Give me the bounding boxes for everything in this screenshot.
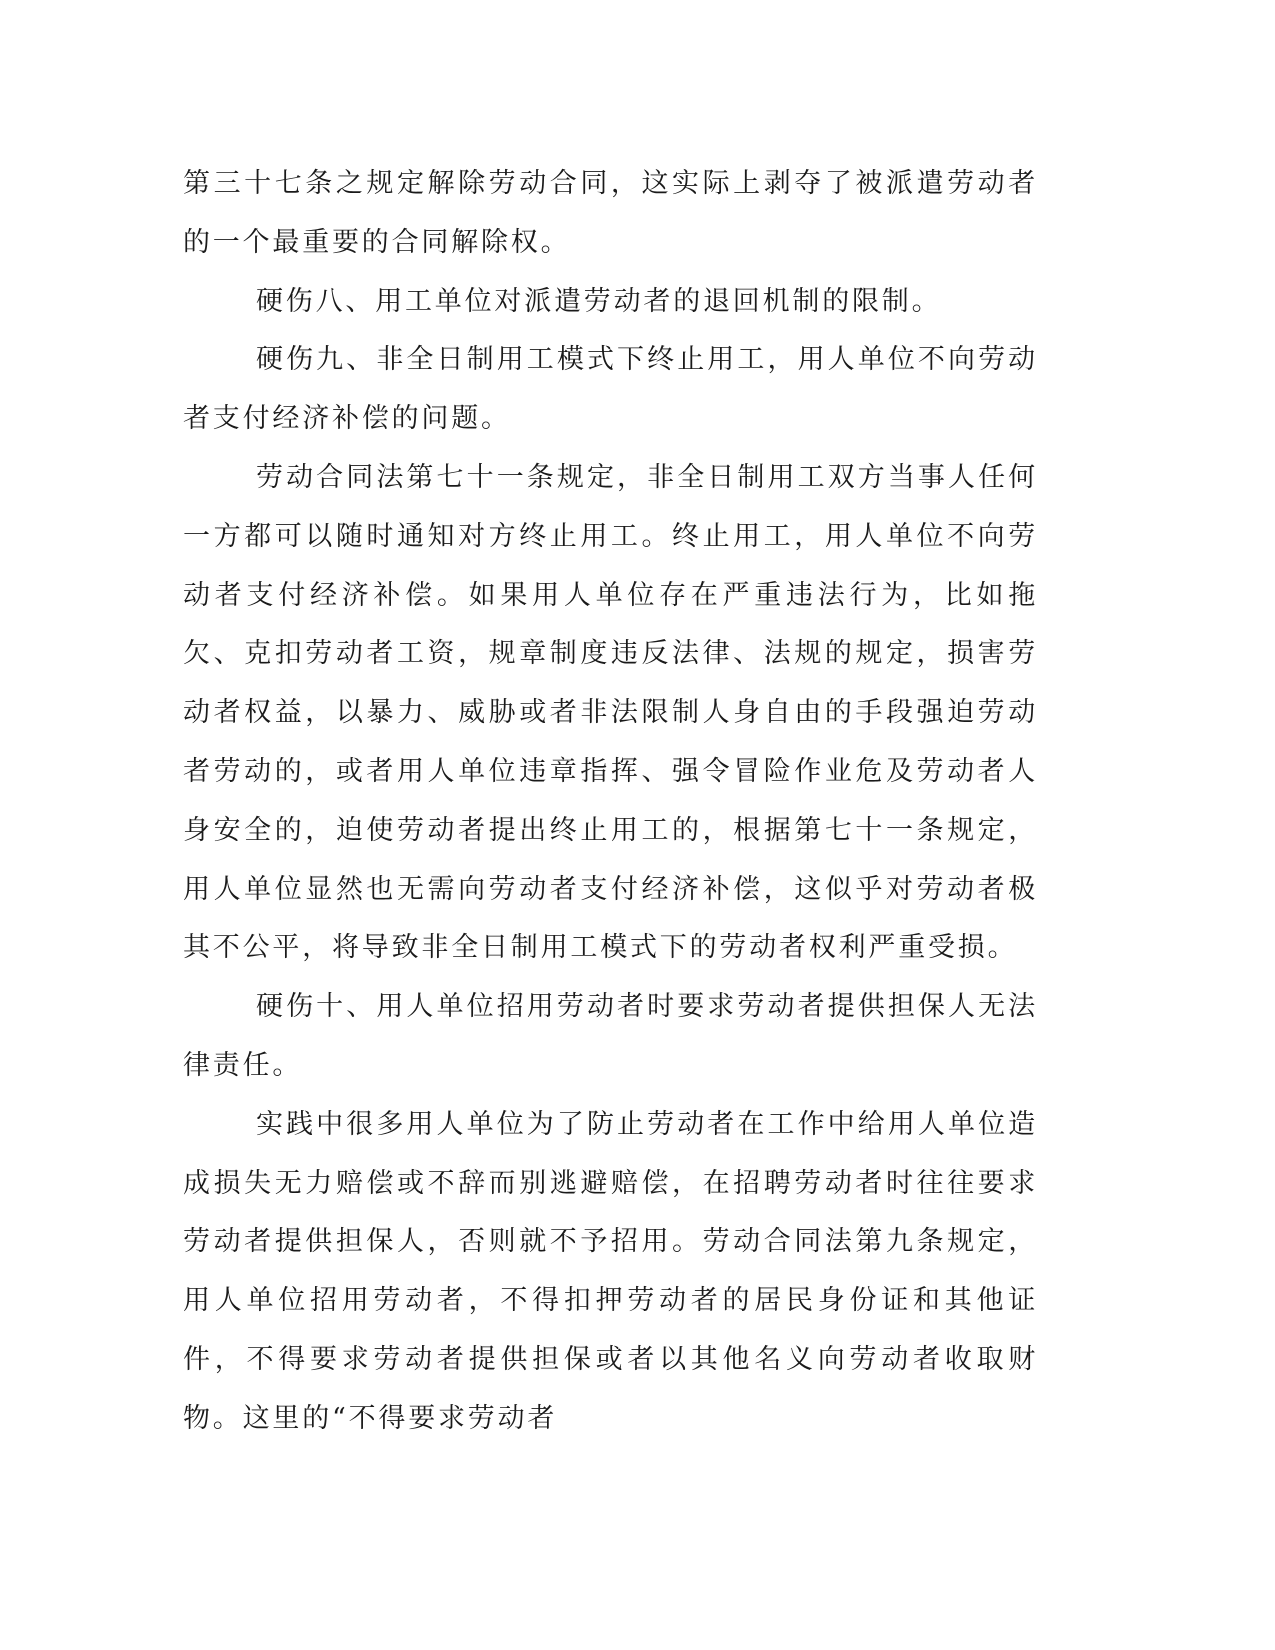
paragraph-4: 劳动合同法第七十一条规定，非全日制用工双方当事人任何一方都可以随时通知对方终止用工。终止用工，用人单位不向劳动者支付经济补偿。如果用人单位存在严重违法行为，比如拖欠、克扣劳动者工资，规章制度违反法律、法规的规定，损害劳动者权益，以暴力、威胁或者非法限制人身自由的手段强迫劳动者劳动的，或者用人单位违章指挥、强令冒险作业危及劳动者人身安全的，迫使劳动者提出终止用工的，根据第七十一条规定，用人单位显然也无需向劳动者支付经济补偿，这似乎对劳动者极其不公平，将导致非全日制用工模式下的劳动者权利严重受损。 bbox=[183, 461, 1038, 964]
paragraph-5: 硬伤十、用人单位招用劳动者时要求劳动者提供担保人无法律责任。 bbox=[183, 991, 1038, 1081]
paragraph-2: 硬伤八、用工单位对派遣劳动者的退回机制的限制。 bbox=[256, 285, 942, 317]
paragraph-1: 第三十七条之规定解除劳动合同，这实际上剥夺了被派遣劳动者的一个最重要的合同解除权。 bbox=[183, 168, 1038, 258]
document-body bbox=[183, 155, 1038, 1449]
paragraph-6: 实践中很多用人单位为了防止劳动者在工作中给用人单位造成损失无力赔偿或不辞而别逃避赔偿，在招聘劳动者时往往要求劳动者提供担保人，否则就不予招用。劳动合同法第九条规定，用人单位招用劳动者，不得扣押劳动者的居民身份证和其他证件，不得要求劳动者提供担保或者以其他名义向劳动者收取财物。这里的“不得要求劳动者 bbox=[183, 1108, 1038, 1434]
paragraph-3: 硬伤九、非全日制用工模式下终止用工，用人单位不向劳动者支付经济补偿的问题。 bbox=[183, 344, 1038, 435]
